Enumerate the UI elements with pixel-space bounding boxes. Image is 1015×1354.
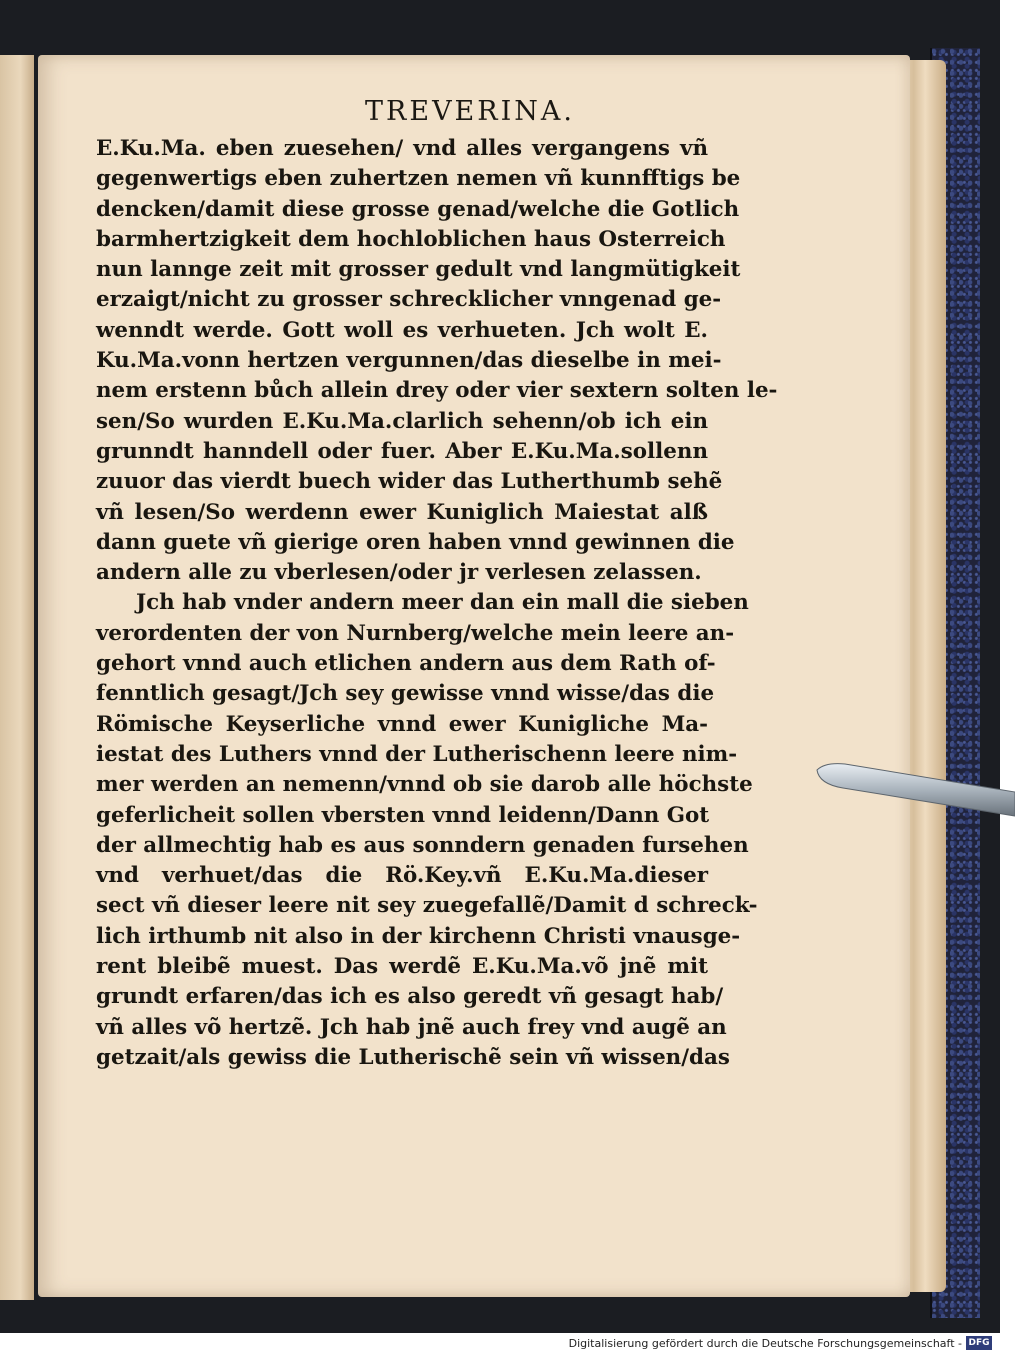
text-line: barmhertzigkeit dem hochloblichen haus Osterreich <box>96 226 726 252</box>
text-line: sen/So wurden E.Ku.Ma.clarlich sehenn/ob ich ein <box>96 408 708 434</box>
text-line: nem erstenn bůch allein drey oder vier sextern solten le- <box>96 378 778 404</box>
text-line: getzait/als gewiss die Lutherischẽ sein vñ wissen/das <box>96 1044 730 1070</box>
text-line: iestat des Luthers vnnd der Lutherischenn leere nim- <box>96 741 738 767</box>
pointer-stick <box>815 758 1015 818</box>
text-line: nun lannge zeit mit grosser gedult vnd langmütigkeit <box>96 257 741 283</box>
body-text <box>96 134 778 1073</box>
text-line: gegenwertigs eben zuhertzen nemen vñ kunnfftigs be <box>96 166 741 192</box>
text-line: der allmechtig hab es aus sonndern genaden fursehen <box>96 832 749 858</box>
text-line: fenntlich gesagt/Jch sey gewisse vnnd wisse/das die <box>96 681 715 707</box>
text-line: erzaigt/nicht zu grosser schrecklicher vnngenad ge- <box>96 287 722 313</box>
text-line: Ku.Ma.vonn hertzen vergunnen/das dieselbe in mei- <box>96 348 722 374</box>
dfg-logo: DFG <box>966 1336 992 1350</box>
text-line: geferlicheit sollen vbersten vnnd leidenn/Dann Got <box>96 802 710 828</box>
text-line: dann guete vñ gierige oren haben vnnd gewinnen die <box>96 529 735 555</box>
text-line: verordenten der von Nurnberg/welche mein leere an- <box>96 620 735 646</box>
text-line: E.Ku.Ma. eben zuesehen/ vnd alles vergangens vñ <box>96 136 708 161</box>
text-line: Römische Keyserliche vnnd ewer Kunigliche Ma- <box>96 711 708 737</box>
text-line: wenndt werde. Gott woll es verhueten. Jch wolt E. <box>96 317 708 343</box>
text-line: zuuor das vierdt buech wider das Lutherthumb sehẽ <box>96 469 723 495</box>
text-line: vñ lesen/So werdenn ewer Kuniglich Maiestat alß <box>96 499 708 525</box>
footer-credit: Digitalisierung gefördert durch die Deutsche Forschungsgemeinschaft - <box>568 1337 962 1350</box>
text-line: vñ alles võ hertzẽ. Jch hab jnẽ auch frey vnd augẽ an <box>96 1014 727 1040</box>
text-line: vnd verhuet/das die Rö.Key.vñ E.Ku.Ma.dieser <box>96 863 708 889</box>
text-line: Jch hab vnder andern meer dan ein mall die sieben <box>136 590 749 616</box>
running-header: TREVERINA. <box>365 96 575 127</box>
text-line: lich irthumb nit also in der kirchenn Christi vnausge- <box>96 923 741 949</box>
text-line: mer werden an nemenn/vnnd ob sie darob alle höchste <box>96 772 753 798</box>
text-line: sect vñ dieser leere nit sey zuegefallẽ/Damit d schreck- <box>96 893 758 919</box>
left-page-edge <box>0 55 34 1300</box>
text-line: grundt erfaren/das ich es also geredt vñ gesagt hab/ <box>96 984 724 1010</box>
text-line: grunndt hanndell oder fuer. Aber E.Ku.Ma.sollenn <box>96 438 708 464</box>
text-line: rent bleibẽ muest. Das werdẽ E.Ku.Ma.võ jnẽ mit <box>96 954 708 980</box>
text-line: gehort vnnd auch etlichen andern aus dem Rath of- <box>96 651 716 677</box>
text-line: dencken/damit diese grosse genad/welche die Gotlich <box>96 196 740 222</box>
text-line: andern alle zu vberlesen/oder jr verlesen zelassen. <box>96 560 702 586</box>
